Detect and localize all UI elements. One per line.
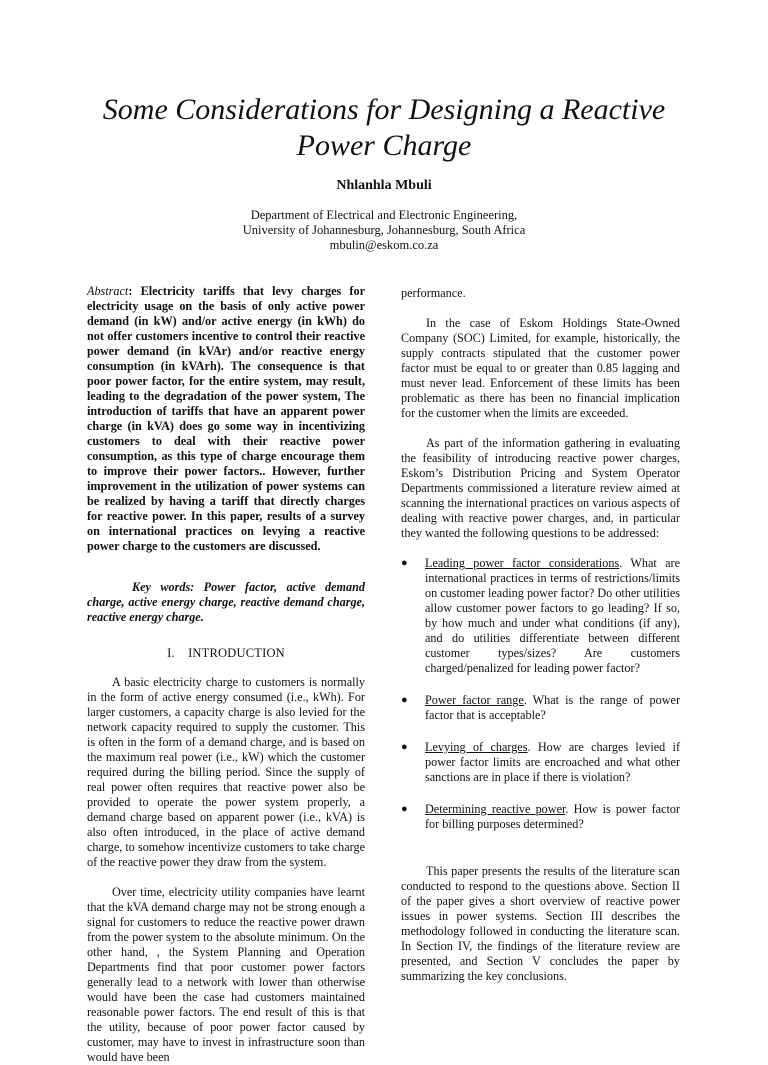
list-item-text: . What is the range of power factor that is acceptable?: [425, 693, 681, 722]
affiliation-department: Department of Electrical and Electronic Engineering,: [250, 208, 518, 222]
bullet-icon: ●: [401, 741, 408, 753]
abstract-label: Abstract: [87, 284, 129, 298]
list-item: [401, 556, 680, 676]
bullet-icon: ●: [401, 803, 408, 815]
abstract-text: : Electricity tariffs that levy charges for electricity usage on the basis of only active power demand (in kW) and/or active energy (in kWh) do not offer customers incentive to control their reactive power demand (in kVAr) and/or reactive energy consumption (in kVArh). The consequence is that poor power factor, for the entire system, may result, leading to the degradation of the power system, The introduction of tariffs that have an apparent power charge (in kVA) does go some way in incentivizing customers to deal with their reactive power consumption, as this type of charge encourage them to improve their power factors.. However, further improvement in the utilization of power systems can be realized by having a tariff that directly charges for reactive power. In this paper, results of a survey on international practices on levying a reactive power charge to the customers are discussed.: [87, 284, 365, 553]
list-item-text: . How are charges levied if power factor limits are encroached and what other sanctions are in place if there is violation?: [425, 740, 681, 784]
question-list: [401, 556, 680, 832]
paper-title: Some Considerations for Designing a Reactive Power Charge: [102, 93, 666, 162]
body-paragraph: In the case of Eskom Holdings State-Owned Company (SOC) Limited, for example, historically, the supply contracts stipulated that the customer power factor must be equal to or greater than 0.85 lagging and must never lead. Enforcement of these limits has been problematic as there has been no financial implication for the customer when the limits are exceeded.: [401, 316, 680, 420]
list-item-text: . What are international practices in terms of restrictions/limits on customer leading power factor? Do other utilities allow customer power factors to go leading? If so, by how much and under what conditions (if any), and do utilities differentiate between different customer types/sizes? Are customers charged/penalized for leading power factor?: [425, 556, 680, 675]
list-item: [401, 693, 680, 723]
intro-paragraph: A basic electricity charge to customers is normally in the form of active energy consumed (i.e., kWh). For larger customers, a capacity charge is also levied for the network capacity required to supply the customer. This is often in the form of a demand charge, and is based on the maximum real power (i.e., kW) which the customer required during the billing period. Since the supply of real power often requires that reactive power also be provided to operate the power system properly, a demand charge based on apparent power (i.e., kVA) is also often introduced, in the place of active demand charge, to somehow incentivize customers to take charge of the reactive power they draw from the system.: [87, 675, 365, 869]
list-item-term: Power factor range: [425, 693, 524, 707]
body-paragraph: As part of the information gathering in evaluating the feasibility of introducing reactive power charges, Eskom’s Distribution Pricing and System Operator Departments commissioned a literature review aimed at scanning the international practices on various aspects of dealing with reactive power charges, and, in particular they wanted the following questions to be addressed:: [401, 436, 680, 540]
bullet-icon: ●: [401, 557, 408, 569]
author-name: Nhlanhla Mbuli: [336, 178, 432, 193]
list-item: [401, 802, 680, 832]
list-item: [401, 740, 680, 785]
right-column: [401, 286, 680, 984]
keywords: Key words: Power factor, active demand charge, active energy charge, reactive demand charge, reactive energy charge.: [87, 580, 365, 624]
list-item-term: Leading power factor considerations: [425, 556, 620, 570]
continued-text: performance.: [401, 286, 466, 300]
intro-paragraph: Over time, electricity utility companies have learnt that the kVA demand charge may not be strong enough a signal for customers to reduce the reactive power drawn from the power system to the absolute minimum. On the other hand, , the System Planning and Operation Departments find that poor customer power factors generally lead to a network with lower than otherwise would have been the case had customers maintained reasonable power factors. The end result of this is that the utility, because of poor power factor caused by customer, may have to invest in infrastructure soon than would have been: [87, 885, 365, 1064]
left-column: [87, 284, 365, 1065]
section-heading-introduction: I. INTRODUCTION: [167, 646, 285, 660]
affiliation-university: University of Johannesburg, Johannesburg, South Africa: [242, 223, 526, 237]
list-item-term: Determining reactive power: [425, 802, 566, 816]
author-email: mbulin@eskom.co.za: [329, 238, 439, 252]
bullet-icon: ●: [401, 694, 408, 706]
list-item-term: Levying of charges: [425, 740, 528, 754]
body-paragraph: This paper presents the results of the literature scan conducted to respond to the questions above. Section II of the paper gives a short overview of reactive power issues in power systems. Section III describes the methodology followed in conducting the literature scan. In Section IV, the findings of the literature review are presented, and Section V concludes the paper by summarizing the key conclusions.: [401, 864, 680, 983]
abstract: [87, 284, 365, 554]
list-item-text: . How is power factor for billing purposes determined?: [425, 802, 681, 831]
affiliation-block: [0, 208, 768, 253]
